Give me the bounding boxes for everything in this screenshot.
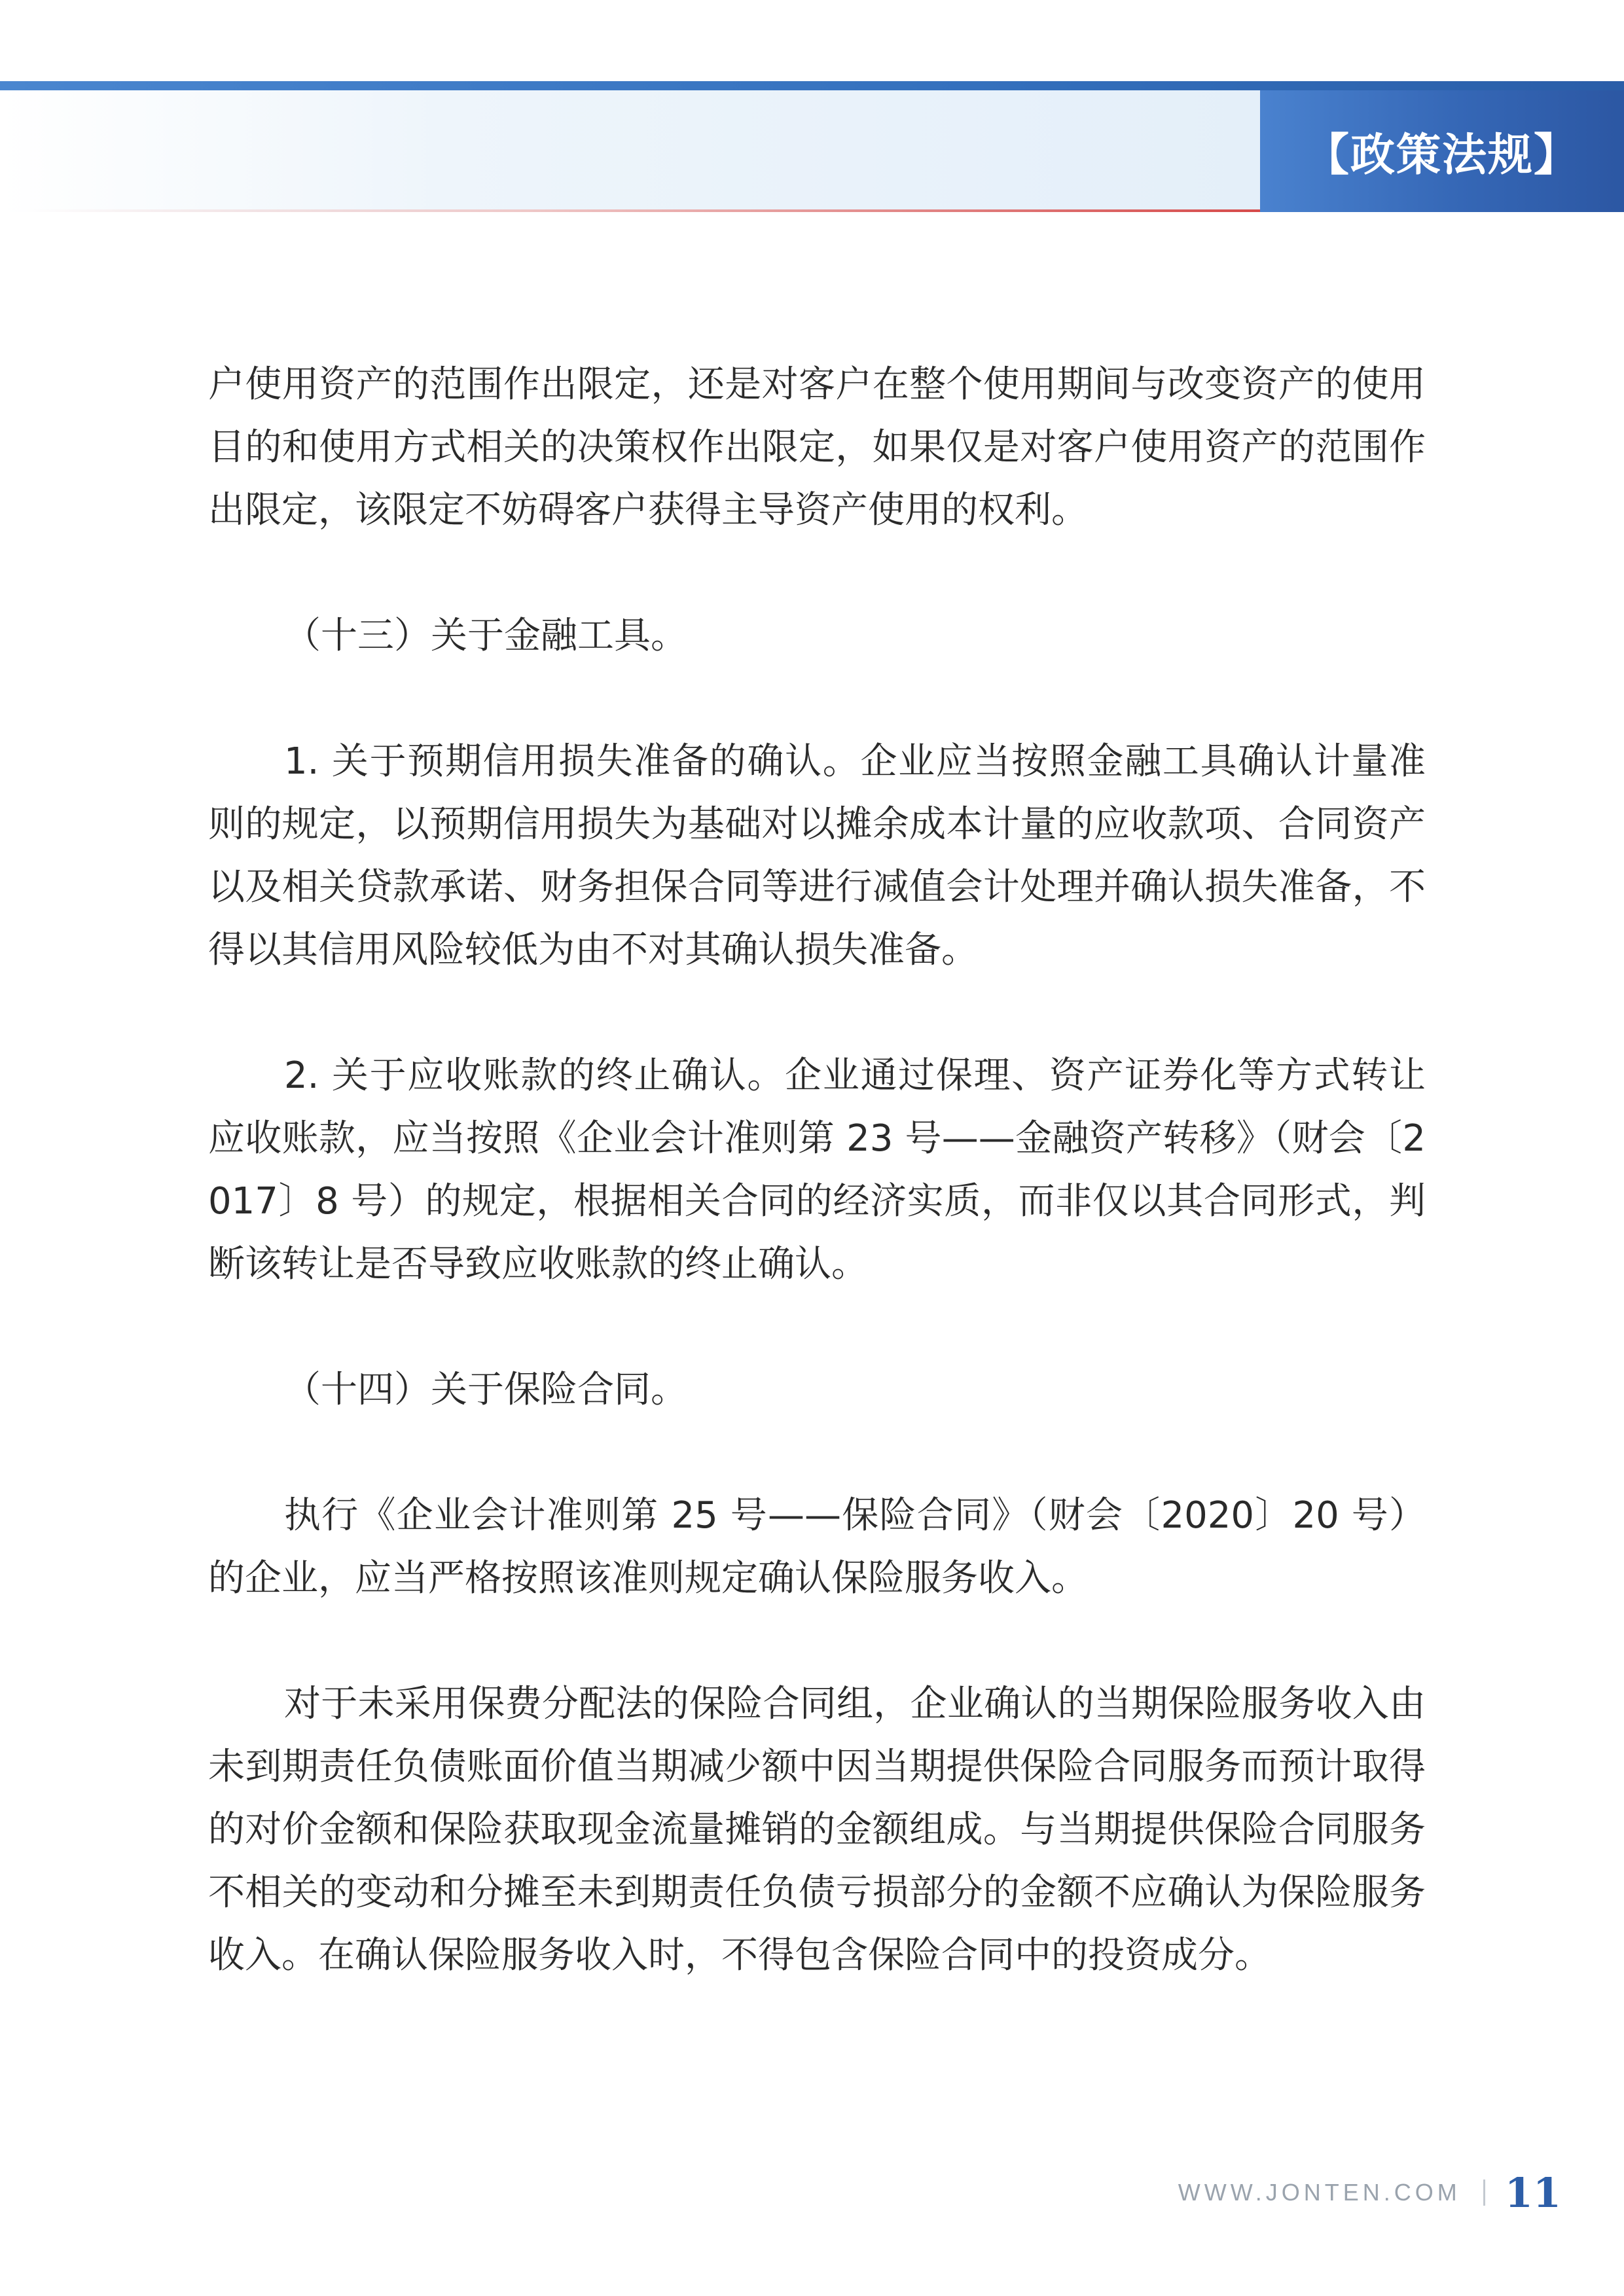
section-badge xyxy=(1260,90,1624,212)
paragraph-insurance-standard: 执行《企业会计准则第 25 号——保险合同》（财会〔2020〕20 号）的企业，应当严格按照该准则规定确认保险服务收入。 xyxy=(208,1494,1426,1600)
document-body xyxy=(208,353,1426,1987)
footer-divider xyxy=(1483,2179,1485,2206)
header-band xyxy=(0,90,1260,212)
footer-website: WWW.JONTEN.COM xyxy=(1178,2179,1461,2206)
page-number: 11 xyxy=(1504,2168,1561,2217)
header-accent-rule xyxy=(26,209,1260,212)
paragraph-receivables-derecognition: 2. 关于应收账款的终止确认。企业通过保理、资产证券化等方式转让应收账款，应当按照《企业会计准则第 23 号——金融资产转移》（财会〔2017〕8 号）的规定，根据相关合同的经济实质，而非仅以其合同形式，判断该转让是否导致应收账款的终止确认。 xyxy=(208,1054,1426,1285)
page-footer xyxy=(1178,2160,1561,2225)
paragraph-continuation: 户使用资产的范围作出限定，还是对客户在整个使用期间与改变资产的使用目的和使用方式相关的决策权作出限定，如果仅是对客户使用资产的范围作出限定，该限定不妨碍客户获得主导资产使用的权利。 xyxy=(208,363,1426,531)
paragraph-insurance-revenue: 对于未采用保费分配法的保险合同组，企业确认的当期保险服务收入由未到期责任负债账面价值当期减少额中因当期提供保险合同服务而预计取得的对价金额和保险获取现金流量摊销的金额组成。与当期提供保险合同服务不相关的变动和分摊至未到期责任负债亏损部分的金额不应确认为保险服务收入。在确认保险服务收入时，不得包含保险合同中的投资成分。 xyxy=(208,1683,1426,1977)
header-top-rule xyxy=(0,81,1624,90)
section-badge-label: 【政策法规】 xyxy=(1304,128,1579,181)
section-heading-14: （十四）关于保险合同。 xyxy=(284,1369,687,1411)
paragraph-expected-credit-loss: 1. 关于预期信用损失准备的确认。企业应当按照金融工具确认计量准则的规定，以预期信用损失为基础对以摊余成本计量的应收款项、合同资产以及相关贷款承诺、财务担保合同等进行减值会计处理并确认损失准备，不得以其信用风险较低为由不对其确认损失准备。 xyxy=(208,740,1426,971)
section-heading-13: （十三）关于金融工具。 xyxy=(284,615,687,657)
